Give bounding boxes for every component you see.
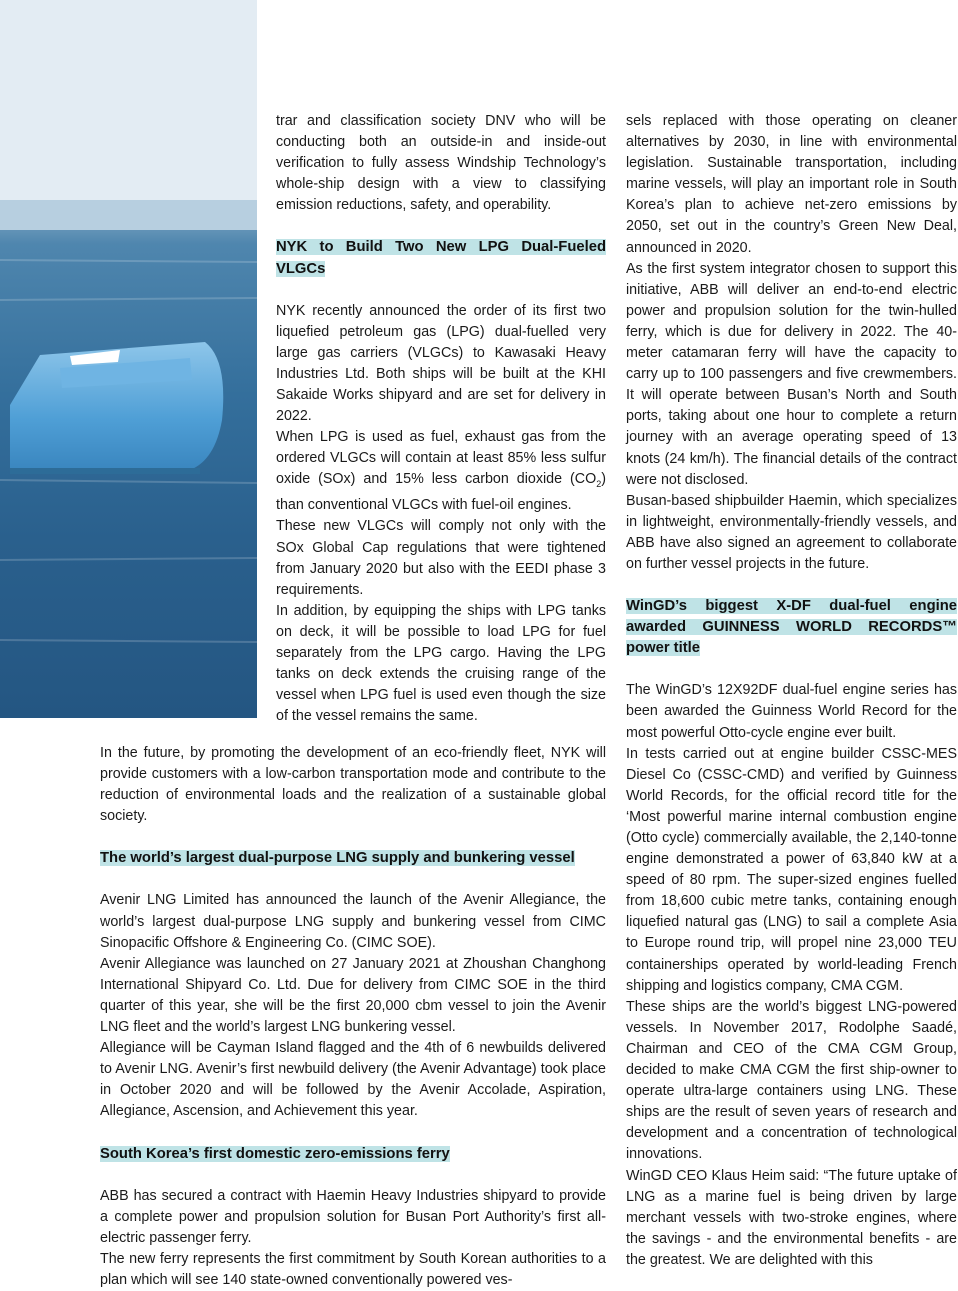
avenir-paragraph-1: Avenir LNG Limited has announced the launch of the Avenir Allegiance, the world’s largest dual-purpose LNG supply and bunkering vessel from CIMC Sinopacific Offshore & Engineering Co. (CIMC SOE).: [100, 892, 606, 951]
ship-on-sea-photo: [0, 0, 257, 718]
article-column-middle: [276, 111, 606, 727]
avenir-paragraph-3: Allegiance will be Cayman Island flagged and the 4th of 6 newbuilds delivered to Avenir LNG. Avenir’s first newbuild delivery (the Avenir Advantage) took place in October 2020 and will be followed by the Avenir Accolade, Aspiration, Allegiance, Ascension, and Achievement this year.: [100, 1040, 606, 1120]
korea-paragraph-1: ABB has secured a contract with Haemin Heavy Industries shipyard to provide a complete power and propulsion solution for Busan Port Authority’s first all-electric passenger ferry.: [100, 1187, 606, 1246]
co2-subscript: 2: [596, 479, 602, 490]
article-column-right: [626, 111, 957, 1271]
nyk-paragraph-5: In the future, by promoting the development of an eco-friendly fleet, NYK will provide customers with a low-carbon transportation mode and contribute to the reduction of environmental loads and the realization of a sustainable global society.: [100, 745, 606, 825]
avenir-heading: The world’s largest dual-purpose LNG supply and bunkering vessel: [100, 850, 575, 867]
wingd-paragraph-2: In tests carried out at engine builder CSSC-MES Diesel Co (CSSC-CMD) and verified by Guinness World Records, for the official record title for the ‘Most powerful marine internal combustion engine (Otto cycle) commercially available, the 2,140-tonne engine demonstrated a power of 63,840 kW at a speed of 80 rpm. The super-sized engines fuelled from 18,600 cubic metre tanks, containing enough liquefied natural gas (LNG) to sail a complete Asia to Europe round trip, will propel nine 23,000 TEU containerships operated by world-leading French shipping and logistics company, CMA CGM.: [626, 745, 957, 994]
nyk-paragraph-2a: When LPG is used as fuel, exhaust gas from the ordered VLGCs will contain at least 85% less sulfur oxide (SOx) and 15% less carbon dioxide (CO: [276, 429, 606, 488]
wingd-paragraph-3: These ships are the world’s biggest LNG-powered vessels. In November 2017, Rodolphe Saadé, Chairman and CEO of the CMA CGM Group, decided to make CMA CGM the first ship-owner to operate ultra-large containers using LNG. These ships are the result of seven years of research and development and a concentration of technological innovations.: [626, 998, 957, 1163]
korea-paragraph-3: As the first system integrator chosen to support this initiative, ABB will deliver an end-to-end electric power and propulsion solution for the twin-hulled ferry, which is due for delivery in 2022. The 40-meter catamaran ferry will have the capacity to carry up to 100 passengers and five crewmembers. It will operate between Busan’s North and South ports, taking about one hour to complete a return journey with an average operating speed of 13 knots (24 km/h). The financial details of the contract were not disclosed.: [626, 260, 957, 488]
korea-paragraph-2-continued: sels replaced with those operating on cleaner alternatives by 2030, in line with environmental legislation. Sustainable transportation, including marine vessels, will play an important role in South Korea’s plan to achieve net-zero emissions by 2050, set out in the country’s Green New Deal, announced in 2020.: [626, 113, 957, 256]
wingd-paragraph-1: The WinGD’s 12X92DF dual-fuel engine series has been awarded the Guinness World Record for the most powerful Otto-cycle engine ever built.: [626, 682, 957, 741]
korea-paragraph-4: Busan-based shipbuilder Haemin, which specializes in lightweight, environmentally-friendly vessels, and ABB have also signed an agreement to collaborate on further vessel projects in the future.: [626, 492, 957, 572]
nyk-heading: NYK to Build Two New LPG Dual-Fueled VLGCs: [276, 239, 606, 277]
nyk-paragraph-3: These new VLGCs will comply not only with the SOx Global Cap regulations that were tightened from January 2020 but also with the EEDI phase 3 requirements.: [276, 518, 606, 598]
wingd-paragraph-4: WinGD CEO Klaus Heim said: “The future uptake of LNG as a marine fuel is being driven by large merchant vessels with two-stroke engines, where the savings - and the environmental benefits - are the greatest. We are delighted with this: [626, 1167, 957, 1268]
wingd-heading: WinGD’s biggest X-DF dual-fuel engine awarded GUINNESS WORLD RECORDS™ power title: [626, 598, 957, 657]
nyk-paragraph-2: [276, 427, 606, 516]
ship-illustration: [0, 0, 257, 718]
article-column-left: [100, 743, 606, 1291]
nyk-intro-paragraph: trar and classification society DNV who will be conducting both an outside-in and inside-out verification to fully assess Windship Technology’s whole-ship design with a view to classifying emission reductions, safety, and operability.: [276, 113, 606, 214]
nyk-paragraph-2b: ) than conventional VLGCs with fuel-oil engines.: [276, 471, 606, 514]
nyk-paragraph-1: NYK recently announced the order of its first two liquefied petroleum gas (LPG) dual-fuelled very large gas carriers (VLGCs) to Kawasaki Heavy Industries Ltd. Both ships will be built at the KHI Sakaide Works shipyard and are set for delivery in 2022.: [276, 302, 606, 425]
korea-heading: South Korea’s first domestic zero-emissions ferry: [100, 1145, 450, 1162]
avenir-paragraph-2: Avenir Allegiance was launched on 27 January 2021 at Zhoushan Changhong International Shipyard Co. Ltd. Due for delivery from CIMC SOE in the third quarter of this year, she will be the first 20,000 cbm vessel to join the Avenir LNG fleet and the world’s largest LNG bunkering vessel.: [100, 955, 606, 1036]
korea-paragraph-2: The new ferry represents the first commitment by South Korean authorities to a plan which will see 140 state-owned conventionally powered ves-: [100, 1250, 606, 1288]
nyk-paragraph-4: In addition, by equipping the ships with LPG tanks on deck, it will be possible to load LPG for fuel separately from the LPG cargo. Having the LPG tanks on deck extends the cruising range of the vessel when LPG fuel is used even though the size of the vessel remains the same.: [276, 602, 606, 725]
